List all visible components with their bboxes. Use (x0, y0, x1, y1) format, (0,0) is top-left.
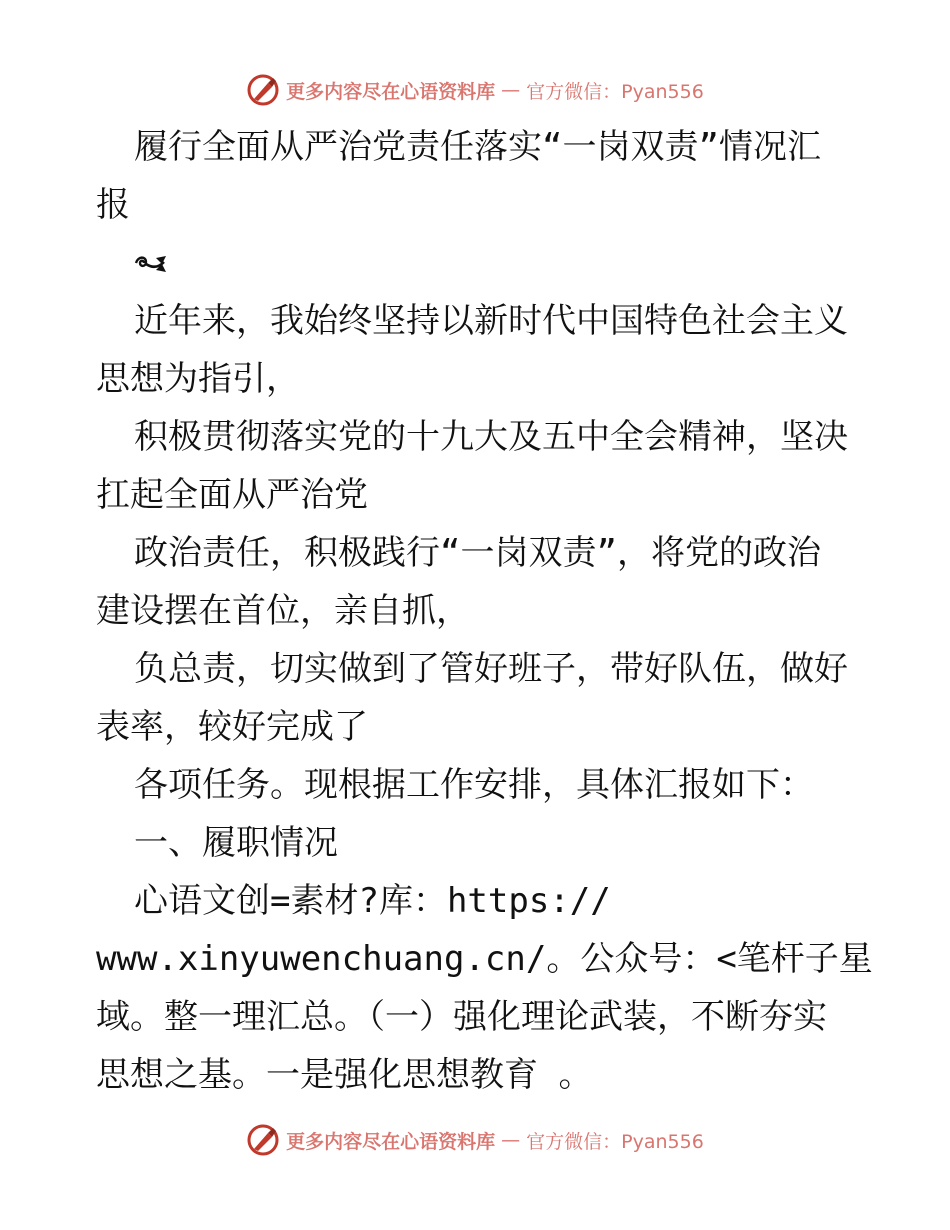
paragraph-7-line-2: www.xinyuwenchuang.cn/。公众号：<笔杆子星 (96, 939, 873, 979)
banner-text: 更多内容尽在心语资料库 (286, 1130, 496, 1153)
banner-dash: — (501, 79, 521, 101)
pen-circle-logo-icon (246, 1123, 280, 1157)
section-heading: 一、履职情况 (134, 823, 338, 863)
header-banner (0, 70, 950, 110)
paragraph-5-line-1: 各项任务。现根据工作安排，具体汇报如下： (134, 765, 814, 805)
paragraph-1-line-1: 近年来，我始终坚持以新时代中国特色社会主义 (134, 301, 848, 341)
paragraph-2-line-1: 积极贯彻落实党的十九大及五中全会精神，坚决 (134, 417, 848, 457)
paragraph-7-line-1: 心语文创=素材?库：https:// (134, 881, 611, 921)
title-line-2: 报 (96, 185, 130, 225)
paragraph-4-line-2: 表率，较好完成了 (96, 707, 368, 747)
banner-wechat: 官方微信：Pyan556 (526, 80, 704, 103)
paragraph-4-line-1: 负总责，切实做到了管好班子，带好队伍，做好 (134, 649, 848, 689)
pen-circle-logo-icon (246, 73, 280, 107)
paragraph-1-line-2: 思想为指引， (96, 359, 300, 399)
header-banner-content (246, 73, 704, 107)
document-body (96, 118, 873, 1104)
paragraph-7-line-3: 域。整一理汇总。（一）强化理论武装，不断夯实 (96, 997, 827, 1037)
banner-dash: — (501, 1129, 521, 1151)
banner-wechat: 官方微信：Pyan556 (526, 1130, 704, 1153)
paragraph-3-line-2: 建设摆在首位，亲自抓， (96, 591, 470, 631)
title-line-1: 履行全面从严治党责任落实“一岗双责”情况汇 (134, 127, 821, 167)
paragraph-7-line-4: 思想之基。一是强化思想教育 。 (96, 1055, 593, 1095)
paragraph-2-line-2: 扛起全面从严治党 (96, 475, 368, 515)
paragraph-3-line-1: 政治责任，积极践行“一岗双责”，将党的政治 (134, 533, 821, 573)
footer-banner (0, 1120, 950, 1160)
fleuron-ornament-icon (134, 252, 168, 274)
banner-text: 更多内容尽在心语资料库 (286, 80, 496, 103)
footer-banner-content (246, 1123, 704, 1157)
ornament (96, 234, 856, 292)
